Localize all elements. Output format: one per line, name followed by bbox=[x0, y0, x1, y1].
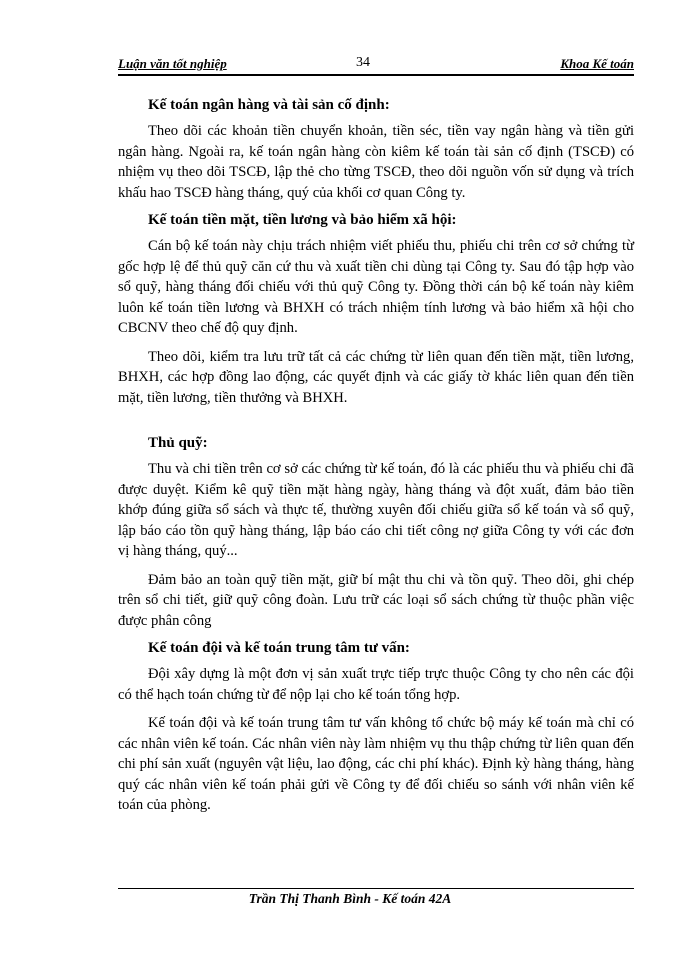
page-body bbox=[118, 96, 634, 824]
paragraph: Theo dõi, kiểm tra lưu trữ tất cả các chứng từ liên quan đến tiền mặt, tiền lương, BHXH, các hợp đồng lao động, các quyết định và các giấy tờ khác liên quan đến tiền mặt, tiền lương, tiền thưởng và BHXH. bbox=[118, 348, 634, 406]
spacer bbox=[118, 416, 634, 434]
paragraph: Kế toán đội và kế toán trung tâm tư vấn không tổ chức bộ máy kế toán mà chỉ có các nhân viên kế toán. Các nhân viên này làm nhiệm vụ thu thập chứng từ liên quan đến chi phí sản xuất (nguyên vật liệu, lao động, các chi phí khác). Định kỳ hàng tháng, hàng quý các nhân viên kế toán phải gửi về Công ty để đối chiếu so sánh với nhân viên kế toán của phòng. bbox=[118, 715, 634, 813]
header-faculty-label: Khoa Kế toán bbox=[560, 56, 634, 71]
paragraph: Đội xây dựng là một đơn vị sản xuất trực tiếp trực thuộc Công ty cho nên các đội có thể hạch toán chứng từ để nộp lại cho kế toán tổng hợp. bbox=[118, 666, 634, 703]
section-heading: Kế toán ngân hàng và tài sản cố định: bbox=[148, 97, 390, 113]
paragraph: Theo dõi các khoản tiền chuyển khoản, tiền séc, tiền vay ngân hàng và tiền gửi ngân hàng. Ngoài ra, kế toán ngân hàng còn kiêm kế toán tài sản cố định (TSCĐ) có nhiệm vụ theo dõi TSCĐ, lập thẻ cho từng TSCĐ, theo dõi nguồn vốn sử dụng và trích khấu hao TSCĐ hàng tháng, quý của khối cơ quan Công ty. bbox=[118, 123, 634, 201]
paragraph: Cán bộ kế toán này chịu trách nhiệm viết phiếu thu, phiếu chi trên cơ sở chứng từ gốc hợp lệ để thủ quỹ căn cứ thu và xuất tiền chi dùng tại Công ty. Sau đó tập hợp vào sổ quỹ, hàng tháng đối chiếu với thủ quỹ Công ty. Đồng thời cán bộ kế toán này kiêm luôn kế toán tiền lương và BHXH có trách nhiệm tính lương và bảo hiểm xã hội cho CBCNV theo chế độ quy định. bbox=[118, 238, 634, 336]
page-header bbox=[118, 54, 634, 76]
page-footer: Trần Thị Thanh Bình - Kế toán 42A bbox=[248, 891, 452, 906]
section-heading: Kế toán đội và kế toán trung tâm tư vấn: bbox=[148, 640, 410, 656]
paragraph: Thu và chi tiền trên cơ sở các chứng từ kế toán, đó là các phiếu thu và phiếu chi đã được duyệt. Kiểm kê quỹ tiền mặt hàng ngày, hàng tháng và đột xuất, đảm bảo tiền khớp đúng giữa sổ sách và thực tế, thường xuyên đối chiếu giữa sổ kế toán và sổ quỹ, lập báo cáo tồn quỹ hàng tháng, lập báo cáo chi tiết công nợ giữa Công ty với các đơn vị hàng tháng, quý... bbox=[118, 461, 634, 559]
page-number: 34 bbox=[356, 55, 370, 70]
paragraph: Đảm bảo an toàn quỹ tiền mặt, giữ bí mật thu chi và tồn quỹ. Theo dõi, ghi chép trên sổ chi tiết, giữ quỹ công đoàn. Lưu trữ các loại sổ sách chứng từ thuộc phần việc được phân công bbox=[118, 571, 634, 629]
section-heading: Thủ quỹ: bbox=[148, 435, 208, 451]
footer-divider bbox=[118, 888, 634, 889]
header-thesis-label: Luận văn tốt nghiệp bbox=[118, 56, 227, 71]
section-heading: Kế toán tiền mặt, tiền lương và bảo hiểm xã hội: bbox=[148, 212, 457, 228]
